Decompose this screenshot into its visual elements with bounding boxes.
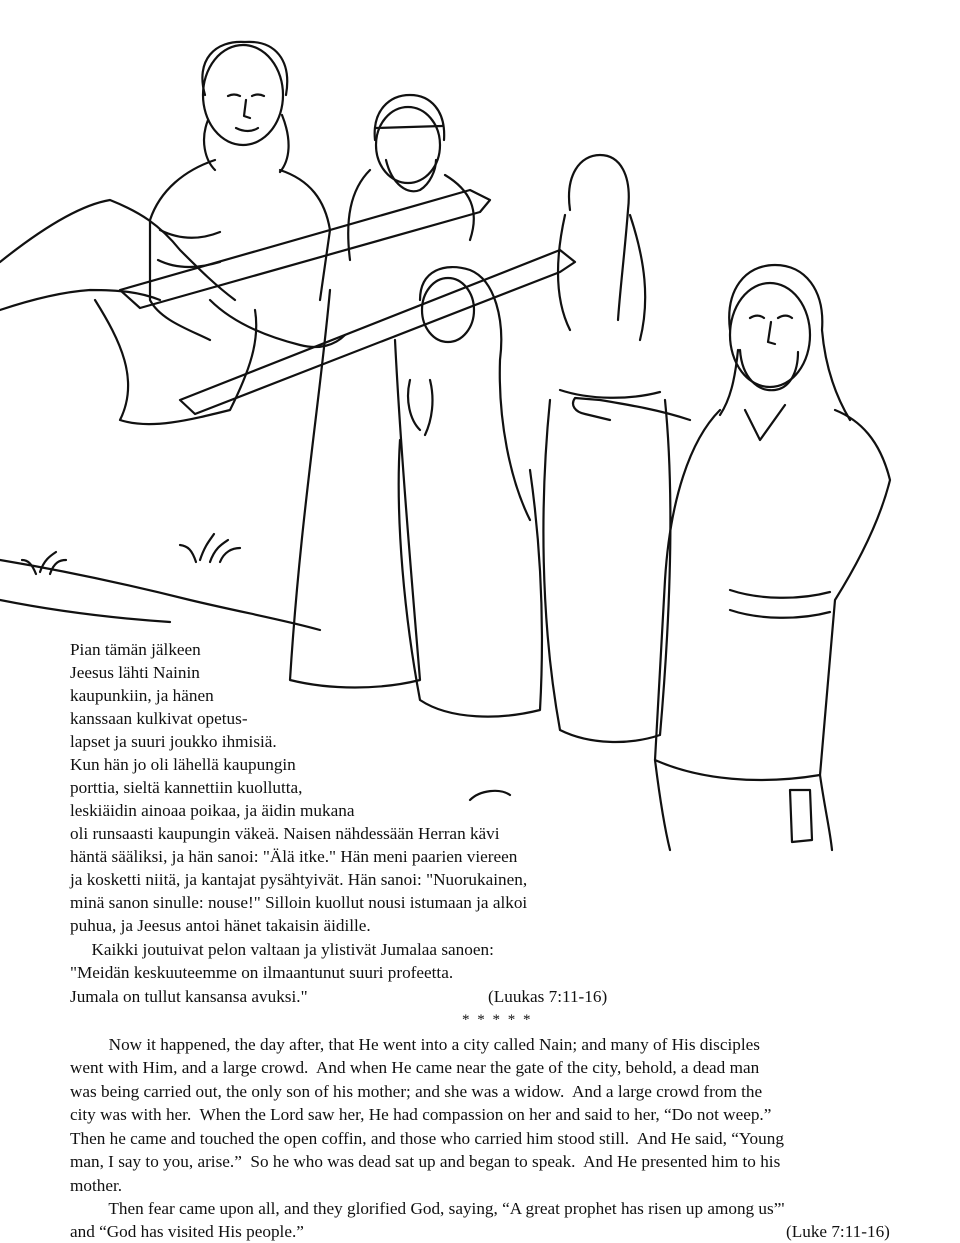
jesus-hair <box>720 265 850 420</box>
jesus-face <box>750 316 792 344</box>
english-line: Then fear came upon all, and they glorified God, saying, “A great prophet has risen up among us”' <box>70 1199 785 1218</box>
english-line: Then he came and touched the open coffin, and those who carried him stood still. And He said, “Young <box>70 1129 784 1148</box>
veiled-woman-belt <box>560 390 660 398</box>
english-line: city was with her. When the Lord saw her, He had compassion on her and said to her, “Do not weep.” <box>70 1105 772 1124</box>
youth-face <box>228 95 264 132</box>
grass-tuft <box>180 534 240 562</box>
veiled-woman-robe <box>543 400 670 742</box>
mother-head <box>422 278 474 342</box>
finnish-reference: (Luukas 7:11-16) <box>488 987 608 1006</box>
veiled-woman-head <box>569 155 629 320</box>
finnish-line: Kaikki joutuivat pelon valtaan ja ylistivät Jumalaa sanoen: <box>70 940 494 959</box>
english-line: and “God has visited His people.” <box>70 1222 304 1241</box>
mother-hands <box>408 380 432 435</box>
finnish-line: ja kosketti niitä, ja kantajat pysähtyivät. Hän sanoi: "Nuorukainen, <box>70 870 528 889</box>
bier-pole <box>120 190 490 308</box>
ground-line-2 <box>0 600 170 622</box>
finnish-line: Jumala on tullut kansansa avuksi." <box>70 987 308 1006</box>
finnish-line: Pian tämän jälkeen <box>70 640 201 659</box>
finnish-line: puhua, ja Jeesus antoi hänet takaisin äidille. <box>70 916 371 935</box>
finnish-line: leskiäidin ainoaa poikaa, ja äidin mukana <box>70 801 355 820</box>
jesus-robe-hem <box>655 760 832 850</box>
finnish-line: minä sanon sinulle: nouse!" Silloin kuollut nousi istumaan ja alkoi <box>70 893 528 912</box>
finnish-line: porttia, sieltä kannettiin kuollutta, <box>70 778 303 797</box>
separator-stars: * * * * * <box>462 1012 533 1028</box>
jesus-tunic <box>730 405 830 618</box>
jesus-body <box>655 410 890 780</box>
finnish-line: kanssaan kulkivat opetus- <box>70 709 248 728</box>
jesus-book <box>790 790 812 842</box>
jesus-pointing-arm <box>573 398 690 420</box>
finnish-line: lapset ja suuri joukko ihmisiä. <box>70 732 277 751</box>
finnish-line: oli runsaasti kaupungin väkeä. Naisen nähdessään Herran kävi <box>70 824 500 843</box>
english-line: was being carried out, the only son of his mother; and she was a widow. And a large crowd from the <box>70 1082 763 1101</box>
finnish-line: Kun hän jo oli lähellä kaupungin <box>70 755 296 774</box>
english-line: man, I say to you, arise.” So he who was dead sat up and began to speak. And He presented him to his <box>70 1152 781 1171</box>
ground-line <box>0 560 320 630</box>
english-reference: (Luke 7:11-16) <box>786 1222 890 1241</box>
jesus-beard <box>740 350 798 390</box>
english-line: mother. <box>70 1176 123 1195</box>
hill-line <box>0 200 235 300</box>
finnish-line: Jeesus lähti Nainin <box>70 663 200 682</box>
finnish-line: "Meidän keskuuteemme on ilmaantunut suuri profeetta. <box>70 963 454 982</box>
finnish-line: kaupunkiin, ja hänen <box>70 686 214 705</box>
finnish-line: häntä sääliksi, ja hän sanoi: "Älä itke." Hän meni paarien viereen <box>70 847 518 866</box>
veiled-woman-veil <box>558 215 645 340</box>
bearer-head <box>376 107 440 183</box>
english-line: Now it happened, the day after, that He went into a city called Nain; and many of His disciples <box>70 1035 760 1054</box>
hill-line-2 <box>0 290 160 310</box>
english-line: went with Him, and a large crowd. And when He came near the gate of the city, behold, a dead man <box>70 1058 760 1077</box>
mother-foot <box>470 791 510 800</box>
youth-shoulders <box>150 160 330 340</box>
